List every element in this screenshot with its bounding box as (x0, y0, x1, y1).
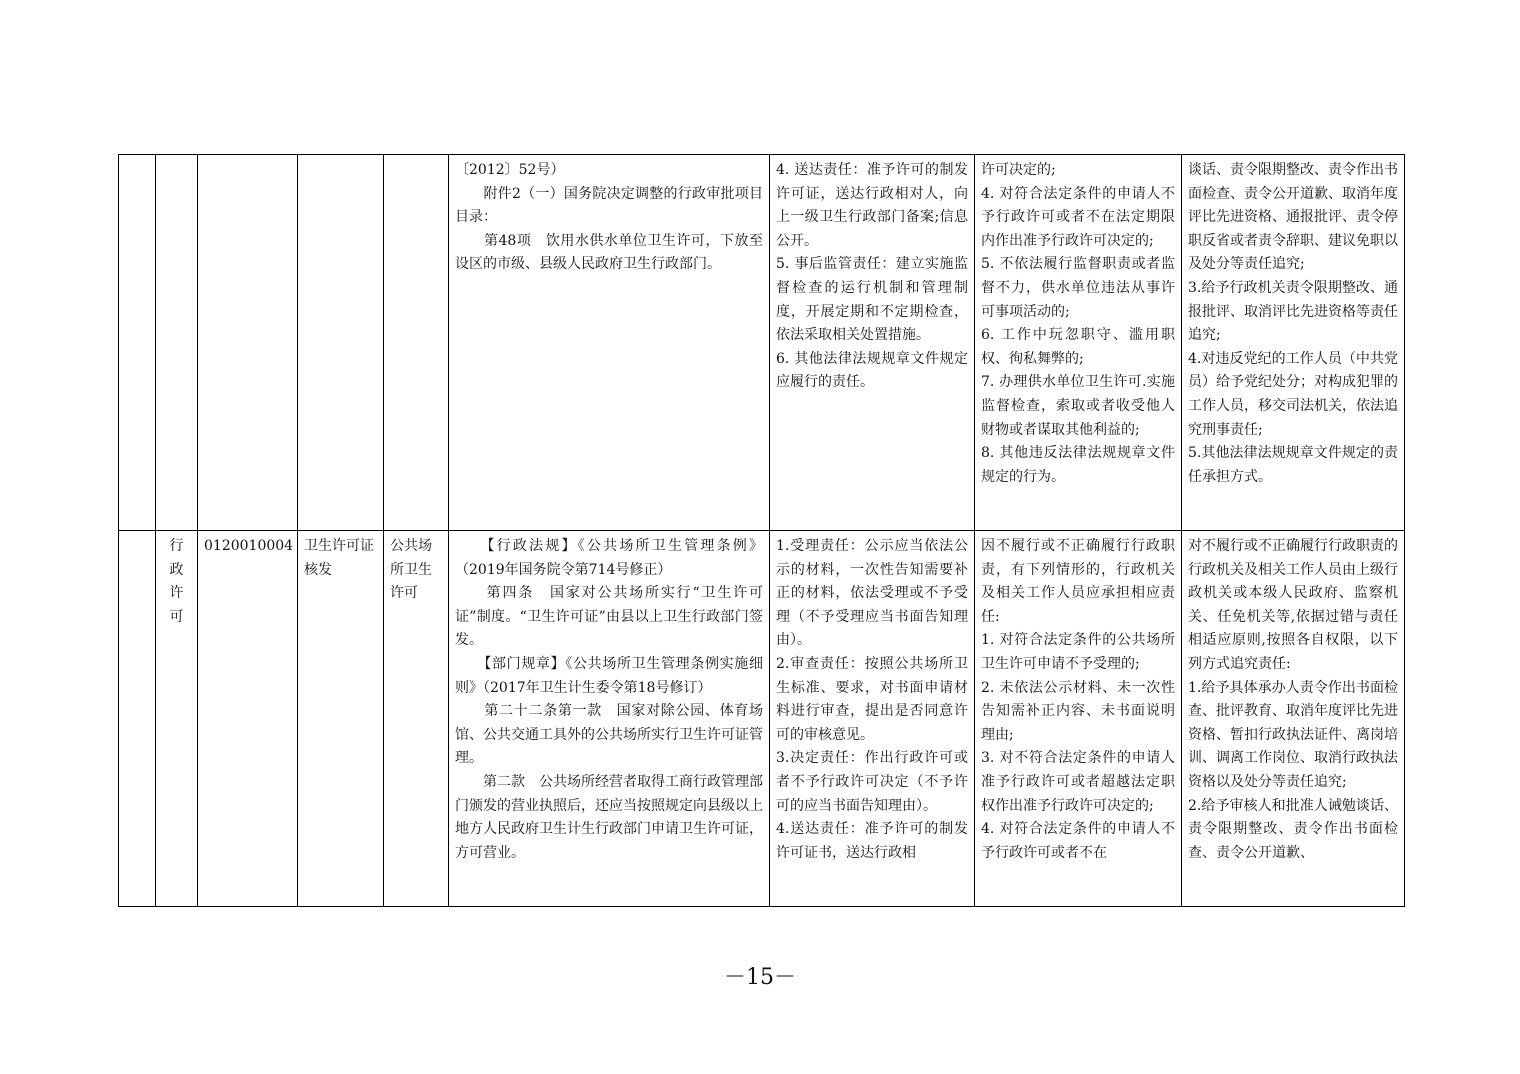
category-cell (156, 531, 198, 907)
blank-cell (119, 531, 156, 907)
blank-cell (119, 155, 156, 531)
table-row (119, 155, 1405, 531)
table-row (119, 531, 1405, 907)
code-cell (198, 155, 298, 531)
responsibility-cell: 1.受理责任：公示应当依法公示的材料，一次性告知需要补正的材料，依法受理或不予受理（不予受理应当书面告知理由）。 2.审查责任：按照公共场所卫生标准、要求，对书面申请材料进行审查，提出是否同意许可的审核意见。 3.决定责任：作出行政许可或者不予行政许可决定（不予许可的应当书面告知理由）。 4.送达责任：准予许可的制发许可证书，送达行政相 (770, 531, 975, 907)
item-name-text: 卫生许可证核发 (304, 538, 374, 578)
penalty-cell: 对不履行或不正确履行行政职责的行政机关及相关工作人员由上级行政机关或本级人民政府、监察机关、任免机关等,依据过错与责任相适应原则,按照各自权限，以下列方式追究责任: 1.给予具体承办人责令作出书面检查、批评教育、取消年度评比先进资格、暂扣行政执法证件、离岗培训、调离工作岗位、取消行政执法资格以及处分等责任追究; 2.给予审核人和批准人诫勉谈话、责令限期整改、责令作出书面检查、责令公开道歉、 (1182, 531, 1405, 907)
page-number: －15－ (724, 965, 796, 990)
responsibility-cell: 4. 送达责任：准予许可的制发许可证，送达行政相对人，向上一级卫生行政部门备案;信息公开。 5. 事后监管责任：建立实施监督检查的运行机制和管理制度，开展定期和不定期检查，依法采取相关处置措施。 6. 其他法律法规规章文件规定应履行的责任。 (770, 155, 975, 531)
sub-item-text: 公共场所卫生许可 (390, 538, 432, 602)
sub-item-cell (384, 155, 449, 531)
code-cell: 0120010004 (198, 531, 298, 907)
item-name-cell (298, 531, 384, 907)
legal-basis-cell: 【行政法规】《公共场所卫生管理条例》（2019年国务院令第714号修正） 第四条 国家对公共场所实行“卫生许可证”制度。“卫生许可证”由县以上卫生行政部门签发。 【部门规章】《公共场所卫生管理条例实施细则》（2017年卫生计生委令第18号修订） 第二十二条第一款 国家对除公园、体育场馆、公共交通工具外的公共场所实行卫生许可证管理。 第二款 公共场所经营者取得工商行政管理部门颁发的营业执照后，还应当按照规定向县级以上地方人民政府卫生计生行政部门申请卫生许可证，方可营业。 (449, 531, 770, 907)
category-text: 行政许可 (169, 538, 184, 625)
accountability-cell: 许可决定的; 4. 对符合法定条件的申请人不予行政许可或者不在法定期限内作出准予行政许可决定的; 5. 不依法履行监督职责或者监督不力，供水单位违法从事许可事项活动的; 6. 工作中玩忽职守、滥用职权、徇私舞弊的; 7. 办理供水单位卫生许可.实施监督检查，索取或者收受他人财物或者谋取其他利益的; 8. 其他违反法律法规规章文件规定的行为。 (975, 155, 1182, 531)
accountability-cell: 因不履行或不正确履行行政职责，有下列情形的，行政机关及相关工作人员应承担相应责任: 1. 对符合法定条件的公共场所卫生许可申请不予受理的; 2. 未依法公示材料、未一次性告知需补正内容、未书面说明理由; 3. 对不符合法定条件的申请人准予行政许可或者超越法定职权作出准予行政许可决定的; 4. 对符合法定条件的申请人不予行政许可或者不在 (975, 531, 1182, 907)
penalty-cell: 谈话、责令限期整改、责令作出书面检查、责令公开道歉、取消年度评比先进资格、通报批评、责令停职反省或者责令辞职、建议免职以及处分等责任追究; 3.给予行政机关责令限期整改、通报批评、取消评比先进资格等责任追究; 4.对违反党纪的工作人员（中共党员）给予党纪处分；对构成犯罪的工作人员，移交司法机关，依法追究刑事责任; 5.其他法律法规规章文件规定的责任承担方式。 (1182, 155, 1405, 531)
item-name-cell (298, 155, 384, 531)
responsibility-table (118, 154, 1405, 907)
legal-basis-cell: 〔2012〕52号） 附件2（一）国务院决定调整的行政审批项目目录： 第48项 饮用水供水单位卫生许可，下放至设区的市级、县级人民政府卫生行政部门。 (449, 155, 770, 531)
sub-item-cell (384, 531, 449, 907)
category-cell (156, 155, 198, 531)
